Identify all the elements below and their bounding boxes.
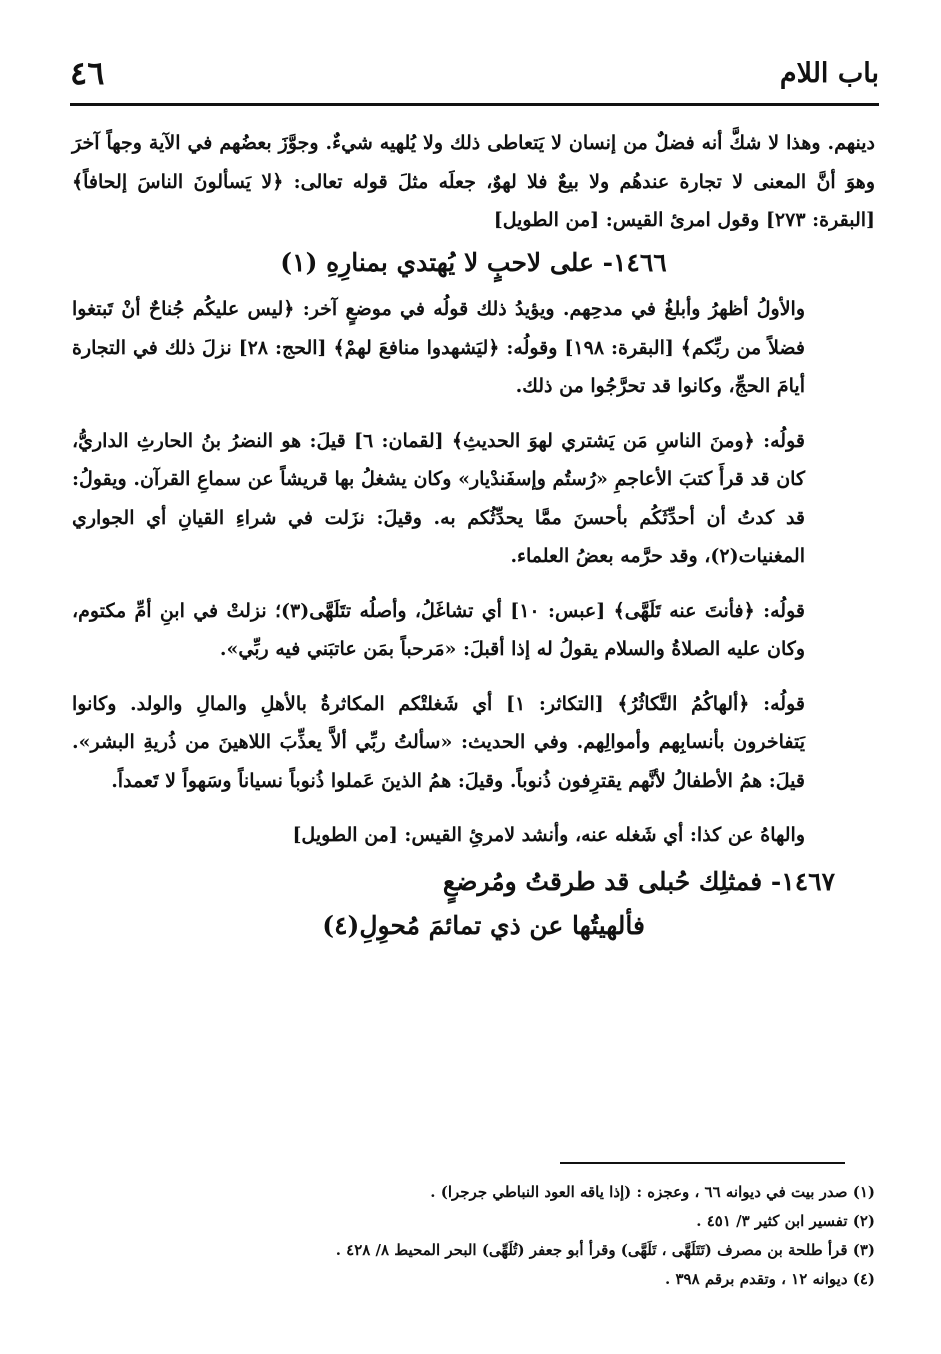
verse-1467-second-hemistich: فألهيتُها عن ذي تمائمَ مُحوِلِ(٤) <box>322 911 645 940</box>
footnote-2: (٢) تفسير ابن كثير ٣/ ٤٥١ . <box>696 1212 875 1230</box>
header-rule <box>70 103 879 106</box>
verse-1467-first-hemistich: ١٤٦٧- فمثلِك حُبلى قد طرقتُ ومُرضعٍ <box>442 866 835 896</box>
footnote-1: (١) صدر بيت في ديوانه ٦٦ ، وعجزه : (إذا ياقه العود النباطي جرجرا) . <box>430 1183 875 1201</box>
paragraph-1: دينهم. وهذا لا شكَّ أنه فضلٌ من إنسان لا يَتعاطى ذلك ولا يُلهيه شيءٌ. وجوَّزَ بعضُهم في الآية وجهاً آخرَ وهوَ أنَّ المعنى لا تجارة عندهُم ولا بيعٌ فلا لهوٌ، جعلَه مثلَ قوله تعالى: ﴿لا يَسألونَ الناسَ إلحافاً﴾ [البقرة: ٢٧٣] وقول امرئ القيس: [من الطويل] <box>72 132 875 231</box>
page-number: ٤٦ <box>70 54 105 92</box>
paragraph-6: والهاهُ عن كذا: أي شَغله عنه، وأنشد لامرئِ القيس: [من الطويل] <box>292 824 805 846</box>
paragraph-2: والأولُ أظهرُ وأبلغُ في مدحِهم. ويؤيدُ ذلك قولُه في موضعٍ آخر: ﴿ليس عليكُم جُناحٌ أنْ تَبتغوا فضلاً من ربِّكم﴾ [البقرة: ١٩٨] وقولُه: ﴿ليَشهدوا منافعَ لهمْ﴾ [الحج: ٢٨] نزلَ ذلك في التجارة أيامَ الحجِّ، وكانوا قد تحرَّجُوا من ذلك. <box>72 298 805 397</box>
footnotes <box>160 1178 875 1294</box>
footnote-rule <box>560 1162 845 1164</box>
paragraph-4: قولُه: ﴿فأنتَ عنه تَلَهَّى﴾ [عبس: ١٠] أي تشاغَلُ، وأصلُه تتَلَهَّى(٣)؛ نزلتْ في ابنِ أمِّ مكتوم، وكان عليه الصلاةُ والسلام يقولُ له إذا أقبلَ: «مَرحباً بمَن عاتبَني فيه ربِّي». <box>72 599 805 660</box>
paragraph-3: قولُه: ﴿ومنَ الناسِ مَن يَشتري لهوَ الحديثِ﴾ [لقمان: ٦] قيلَ: هو النضرُ بنُ الحارثِ الداريُّ، كان قد قرأَ كتبَ الأعاجمِ «رُستُم وإسفَندْيار» وكان يشغلُ بها قريشاً عن سماعِ القرآن. ويقولُ: قد كدتُ أن أحدِّثَكُم بأحسنَ ممَّا يحدِّثُكم به. وقيلَ: نزَلت في شراءِ القيانِ أي الجواري المغنيات(٢)، وقد حرَّمه بعضُ العلماء. <box>72 429 805 567</box>
footnote-3: (٣) قرأ طلحة بن مصرف (تَتَلَهَّى ، تَلَهَّى) وقرأ أبو جعفر (تُلَهِّى) البحر المحيط ٨/ ٤٢٨ . <box>335 1241 875 1259</box>
paragraph-5: قولُه: ﴿ألهاكُمُ التَّكاثُرُ﴾ [التكاثر: ١] أي شَغلتْكم المكاثرةُ بالأهلِ والمالِ والولد. وكانوا يَتفاخرون بأنسابِهم وأموالِهم. وفي الحديث: «سألتُ ربِّي ألاَّ يعذِّبَ اللاهينَ من ذُريةِ البشر». قيلَ: همُ الأطفالُ لأنَّهم يقترِفون ذُنوباً. وقيلَ: همُ الذينَ عَملوا ذُنوباً نسياناً وسَهواً لا تَعمداً. <box>72 692 805 792</box>
main-text <box>72 124 875 950</box>
chapter-title: باب اللام <box>779 58 879 89</box>
footnote-4: (٤) ديوانه ١٢ ، وتقدم برقم ٣٩٨ . <box>665 1270 875 1288</box>
verse-1466: ١٤٦٦- على لاحبٍ لا يُهتدي بمنارِهِ (١) <box>280 247 667 277</box>
page-header <box>70 50 879 106</box>
